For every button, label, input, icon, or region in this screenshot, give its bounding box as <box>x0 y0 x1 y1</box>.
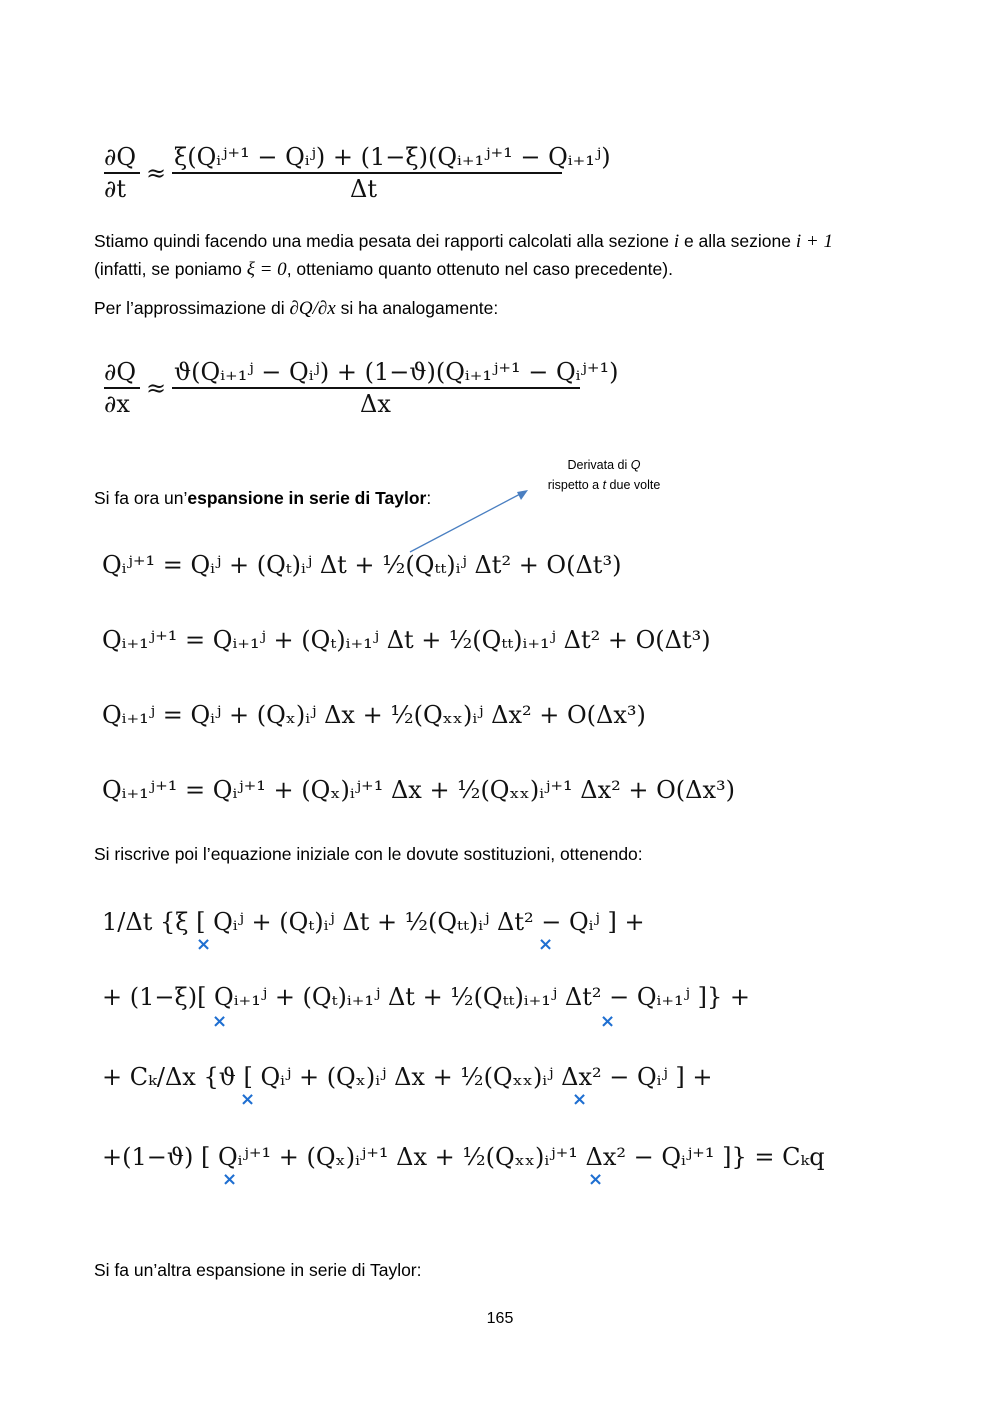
paragraph-weighted-average: Stiamo quindi facendo una media pesata dei rapporti calcolati alla sezione i e alla sezione i + 1 <box>94 231 833 252</box>
cancel-mark: × <box>572 1089 588 1110</box>
paragraph-another-taylor: Si fa un’altra espansione in serie di Taylor: <box>94 1260 422 1280</box>
svg-text:+(1−ϑ) [ Qᵢʲ⁺¹ + (Qₓ)ᵢʲ⁺¹ Δx +: +(1−ϑ) [ Qᵢʲ⁺¹ + (Qₓ)ᵢʲ⁺¹ Δx + ½(Qₓₓ)ᵢʲ⁺¹ Δx² − Qᵢʲ⁺¹ ]} = Cₖq <box>102 1143 825 1171</box>
cancel-mark: × <box>222 1169 238 1190</box>
taylor-expansion-1 <box>100 545 660 585</box>
equation-dq-dt <box>100 135 611 205</box>
substitution-line-3 <box>100 1055 720 1110</box>
substitution-line-1 <box>100 900 720 955</box>
page-number: 165 <box>486 1310 514 1327</box>
equation-dq-dx-svg <box>100 350 619 420</box>
taylor-expansion-2 <box>100 620 711 660</box>
svg-text:Qᵢʲ⁺¹ = Qᵢʲ + (Qₜ)ᵢʲ Δt + ½(Qₜ: Qᵢʲ⁺¹ = Qᵢʲ + (Qₜ)ᵢʲ Δt + ½(Qₜₜ)ᵢʲ Δt² + O(Δt³) <box>102 551 622 579</box>
taylor-expansion-3 <box>100 695 660 735</box>
cancel-mark: × <box>588 1169 604 1190</box>
svg-text:Qᵢ₊₁ʲ = Qᵢʲ + (Qₓ)ᵢʲ Δx + ½(Qₓ: Qᵢ₊₁ʲ = Qᵢʲ + (Qₓ)ᵢʲ Δx + ½(Qₓₓ)ᵢʲ Δx² + O(Δx³) <box>102 701 646 729</box>
approx-sign: ≈ <box>146 159 167 187</box>
paragraph-weighted-average-line2: (infatti, se poniamo ξ = 0, otteniamo quanto ottenuto nel caso precedente). <box>94 259 673 280</box>
equation-dq-dx <box>100 350 619 420</box>
paragraph-dq-dx-intro: Per l’approssimazione di ∂Q/∂x si ha analogamente: <box>94 298 499 319</box>
svg-text:+ Cₖ/Δx {ϑ [ Qᵢʲ + (Qₓ)ᵢʲ Δx +: + Cₖ/Δx {ϑ [ Qᵢʲ + (Qₓ)ᵢʲ Δx + ½(Qₓₓ)ᵢʲ Δx² − Qᵢʲ ] + <box>102 1063 713 1091</box>
svg-text:≈: ≈ <box>146 374 167 402</box>
dq-dt-numerator: ξ(Qᵢʲ⁺¹ − Qᵢʲ) + (1−ξ)(Qᵢ₊₁ʲ⁺¹ − Qᵢ₊₁ʲ) <box>174 143 611 171</box>
substitution-line-4 <box>100 1135 825 1190</box>
equation-dq-dt-svg <box>100 135 611 205</box>
svg-text:∂Q: ∂Q <box>104 358 137 386</box>
svg-text:+ (1−ξ)[ Qᵢ₊₁ʲ + (Qₜ)ᵢ₊₁ʲ Δt +: + (1−ξ)[ Qᵢ₊₁ʲ + (Qₜ)ᵢ₊₁ʲ Δt + ½(Qₜₜ)ᵢ₊₁ʲ Δt² − Qᵢ₊₁ʲ ]} + <box>102 983 750 1011</box>
cancel-mark: × <box>196 934 212 955</box>
paragraph-substitution: Si riscrive poi l’equazione iniziale con le dovute sostituzioni, ottenendo: <box>94 844 643 864</box>
dq-dx-numerator: ϑ(Qᵢ₊₁ʲ − Qᵢʲ) + (1−ϑ)(Qᵢ₊₁ʲ⁺¹ − Qᵢʲ⁺¹) <box>174 358 619 386</box>
dq-dx-denominator: Δx <box>360 390 391 418</box>
taylor-expansion-4 <box>100 770 736 810</box>
substitution-line-2 <box>100 975 750 1032</box>
cancel-mark: × <box>538 934 554 955</box>
dq-dt-numerator-lhs: ∂Q <box>104 143 137 171</box>
svg-text:Qᵢ₊₁ʲ⁺¹ = Qᵢ₊₁ʲ + (Qₜ)ᵢ₊₁ʲ Δt: Qᵢ₊₁ʲ⁺¹ = Qᵢ₊₁ʲ + (Qₜ)ᵢ₊₁ʲ Δt + ½(Qₜₜ)ᵢ₊₁ʲ Δt² + O(Δt³) <box>102 626 711 654</box>
svg-text:Qᵢ₊₁ʲ⁺¹ = Qᵢʲ⁺¹ + (Qₓ)ᵢʲ⁺¹ Δx: Qᵢ₊₁ʲ⁺¹ = Qᵢʲ⁺¹ + (Qₓ)ᵢʲ⁺¹ Δx + ½(Qₓₓ)ᵢʲ⁺¹ Δx² + O(Δx³) <box>102 776 736 804</box>
dq-dt-denominator-lhs: ∂t <box>104 175 127 203</box>
dq-dt-denominator: Δt <box>350 175 377 203</box>
cancel-mark: × <box>240 1089 256 1110</box>
cancel-mark: × <box>212 1011 228 1032</box>
cancel-mark: × <box>600 1011 616 1032</box>
svg-text:∂x: ∂x <box>104 390 130 418</box>
svg-text:1/Δt {ξ [ Qᵢʲ + (Qₜ)ᵢʲ Δt + ½(: 1/Δt {ξ [ Qᵢʲ + (Qₜ)ᵢʲ Δt + ½(Qₜₜ)ᵢʲ Δt² − Qᵢʲ ] + <box>102 908 645 936</box>
paragraph-taylor-intro: Si fa ora un’espansione in serie di Taylor: <box>94 488 432 508</box>
annotation-second-derivative: Derivata di Q rispetto a t due volte <box>547 458 661 492</box>
